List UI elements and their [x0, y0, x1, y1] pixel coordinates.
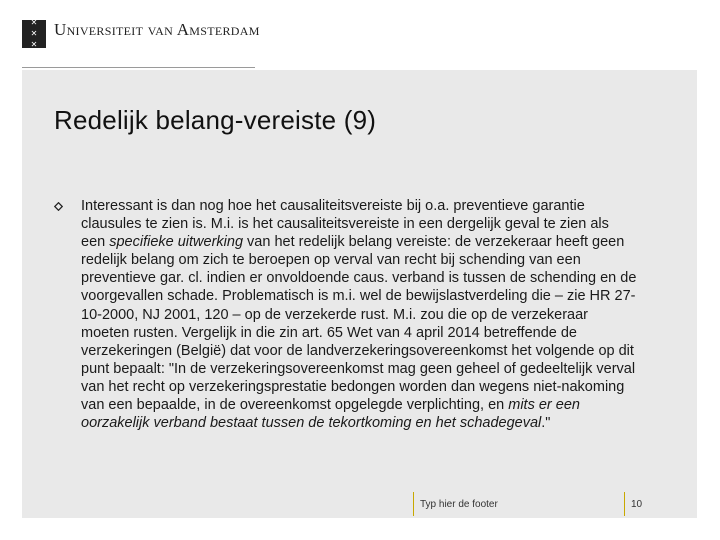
header-divider	[22, 67, 255, 68]
header	[0, 0, 720, 70]
body-text-italic: specifieke uitwerking	[109, 234, 244, 251]
slide-title: Redelijk belang-vereiste (9)	[54, 105, 377, 135]
institution-name: Universiteit van Amsterdam	[54, 20, 260, 39]
page-number: 10	[631, 499, 643, 510]
footer-divider	[413, 492, 414, 516]
footer-text: Typ hier de footer	[420, 499, 498, 510]
page-number-divider	[624, 492, 625, 516]
body-text-segment: van het redelijk belang vereiste: de verzekeraar heeft geen redelijk belang om zich te beroepen op verval van recht bij schending van een preventieve gar. cl. indien er onvoldoende caus. verband is tussen de schending en de voorgevallen schade. Problematisch is m.i. wel de bewijslastverdeling die – zie HR 27-10-2000, NJ 2001, 120 – op de verzekerde rust. M.i. zou die op de verzekeraar moeten rusten. Vergelijk in die zin art. 65 Wet van 4 april 2014 betreffende de verzekeringen (België) dat voor de landverzekeringsovereenkomst het volgende op dit punt bepaalt: "In de verzekeringsovereenkomst mag geen geheel of gedeeltelijk verval van het recht op verzekeringsprestatie bedongen worden dan wegens niet-nakoming van een bepaalde, in de overeenkomst opgelegde verplichting, en	[81, 234, 637, 414]
body-text-italic: mits er een oorzakelijk verband bestaat tussen de tekortkoming en het schadegeval	[81, 397, 580, 432]
body-text-segment: Interessant is dan nog hoe het causaliteitsvereiste bij o.a. preventieve garantie clausules te zien is. M.i. is het causaliteitsvereiste in een dergelijk geval te zien als een	[81, 198, 609, 251]
slide-body-text	[81, 197, 637, 432]
body-text-segment: ."	[541, 415, 551, 432]
hollow-diamond-bullet-icon	[54, 202, 63, 211]
uva-crest-icon: ✕ ✕ ✕	[22, 20, 46, 48]
